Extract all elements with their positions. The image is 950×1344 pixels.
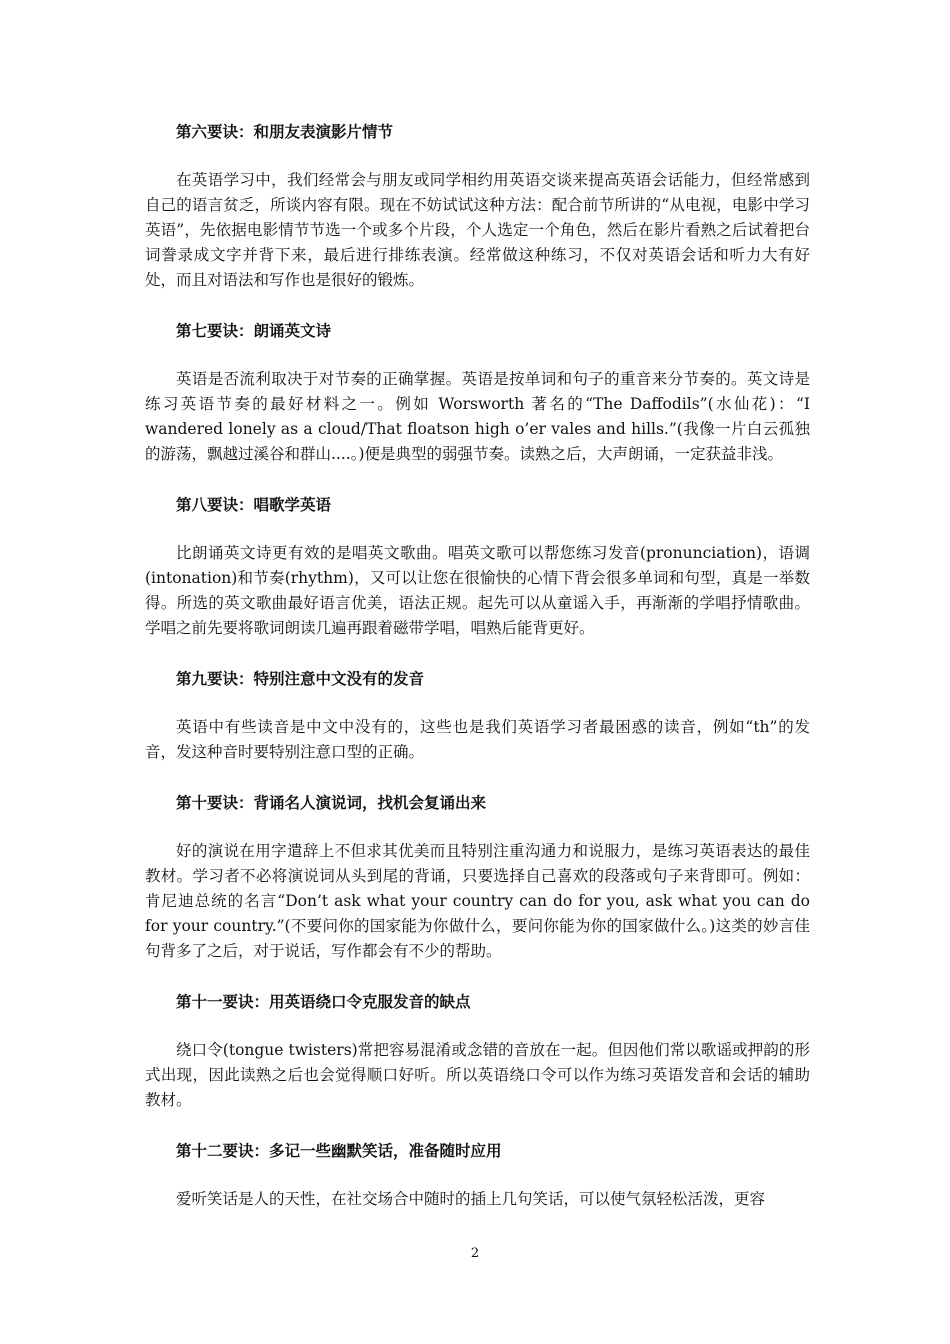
section-heading-7: 第七要诀：朗诵英文诗 <box>176 322 332 340</box>
section-heading-6: 第六要诀：和朋友表演影片情节 <box>176 123 394 141</box>
section-heading-12: 第十二要诀：多记一些幽默笑话，准备随时应用 <box>176 1142 502 1160</box>
section-body-11: 绕口令(tongue twisters)常把容易混淆或念错的音放在一起。但因他们常以歌谣或押韵的形式出现，因此读熟之后也会觉得顺口好听。所以英语绕口令可以作为练习英语发音和会话的辅助教材。 <box>145 1041 810 1109</box>
page-number: 2 <box>470 1246 480 1261</box>
section-body-12: 爱听笑话是人的天性，在社交场合中随时的插上几句笑话，可以使气氛轻松活泼，更容 <box>176 1190 766 1208</box>
section-body-9: 英语中有些读音是中文中没有的，这些也是我们英语学习者最困惑的读音，例如“th”的发音，发这种音时要特别注意口型的正确。 <box>145 718 810 761</box>
section-heading-10: 第十要诀：背诵名人演说词，找机会复诵出来 <box>176 794 487 812</box>
section-heading-8: 第八要诀：唱歌学英语 <box>176 496 332 514</box>
section-body-8: 比朗诵英文诗更有效的是唱英文歌曲。唱英文歌可以帮您练习发音(pronunciation)，语调(intonation)和节奏(rhythm)，又可以让您在很愉快的心情下背会很多单词和句型，真是一举数得。所选的英文歌曲最好语言优美，语法正规。起先可以从童谣入手，再渐渐的学唱抒情歌曲。学唱之前先要将歌词朗读几遍再跟着磁带学唱，唱熟后能背更好。 <box>145 544 810 637</box>
section-body-6: 在英语学习中，我们经常会与朋友或同学相约用英语交谈来提高英语会话能力，但经常感到自己的语言贫乏，所谈内容有限。现在不妨试试这种方法：配合前节所讲的“从电视，电影中学习英语”，先依据电影情节节选一个或多个片段，个人选定一个角色，然后在影片看熟之后试着把台词誊录成文字并背下来，最后进行排练表演。经常做这种练习，不仅对英语会话和听力大有好处，而且对语法和写作也是很好的锻炼。 <box>145 171 810 289</box>
section-body-10: 好的演说在用字遣辞上不但求其优美而且特别注重沟通力和说服力，是练习英语表达的最佳教材。学习者不必将演说词从头到尾的背诵，只要选择自己喜欢的段落或句子来背即可。例如：肯尼迪总统的名言“Don’t ask what your country can do for you, ask what you can do for your country.”(不要问你的国家能为你做什么，要问你能为你的国家做什么。)这类的妙言佳句背多了之后，对于说话，写作都会有不少的帮助。 <box>145 842 810 960</box>
section-heading-11: 第十一要诀：用英语绕口令克服发音的缺点 <box>176 993 471 1011</box>
document-page <box>145 120 810 1212</box>
section-body-7: 英语是否流利取决于对节奏的正确掌握。英语是按单词和句子的重音来分节奏的。英文诗是练习英语节奏的最好材料之一。例如 Worsworth 著名的“The Daffodils”(水仙花)：“I wandered lonely as a cloud/That floatson high o’er vales and hills.”(我像一片白云孤独的游荡，飘越过溪谷和群山....。)便是典型的弱强节奏。读熟之后，大声朗诵，一定获益非浅。 <box>145 370 810 463</box>
section-heading-9: 第九要诀：特别注意中文没有的发音 <box>176 670 425 688</box>
